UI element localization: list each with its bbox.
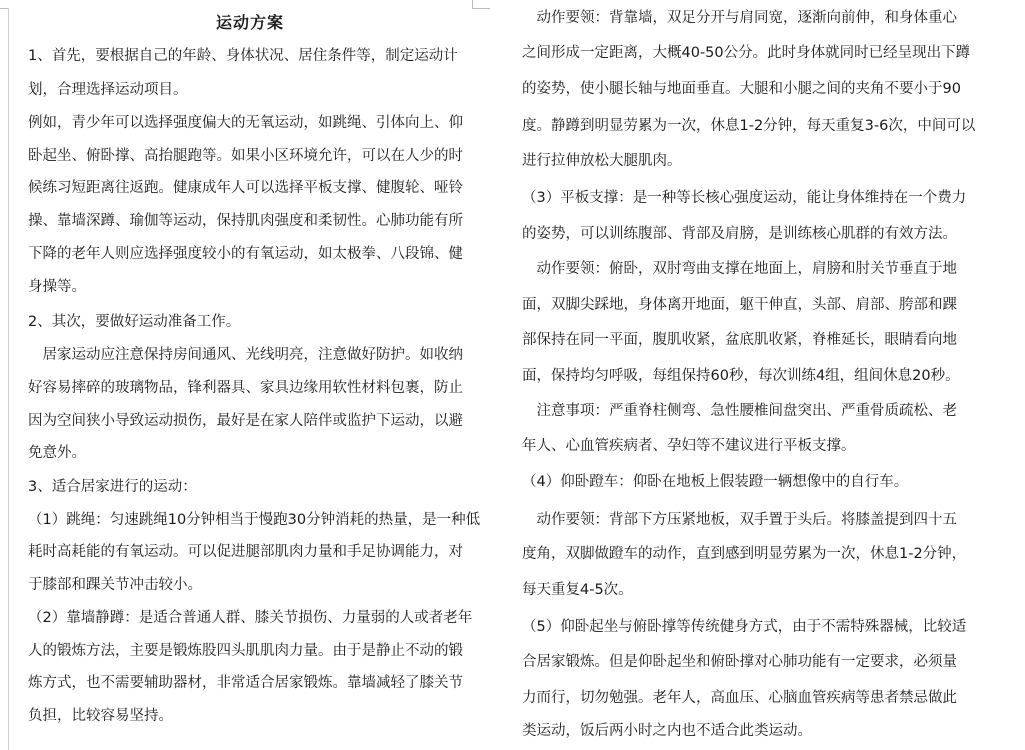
paragraph-line: 度。静蹲到明显劳累为一次，休息1-2分钟，每天重复3-6次，中间可以	[522, 118, 976, 134]
paragraph-line: 的姿势，可以训练腹部、背部及肩膀，是训练核心肌群的有效方法。	[522, 226, 957, 242]
paragraph-line: 卧起坐、俯卧撑、高抬腿跑等。如果小区环境允许，可以在人少的时	[28, 148, 463, 164]
paragraph-line: 候练习短距离往返跑。健康成年人可以选择平板支撑、健腹轮、哑铃	[28, 180, 463, 196]
paragraph-line: 免意外。	[28, 445, 86, 461]
left-page-top-right-corner-mark-h	[472, 8, 490, 9]
paragraph-line: 进行拉伸放松大腿肌肉。	[522, 153, 682, 169]
left-page-margin-line	[8, 8, 9, 750]
section-heading: 2、其次，要做好运动准备工作。	[28, 314, 241, 330]
paragraph-line: 面，保持均匀呼吸，每组保持60秒，每次训练4组，组间休息20秒。	[522, 368, 960, 384]
paragraph-line: 负担，比较容易坚持。	[28, 708, 173, 724]
paragraph-line: （3）平板支撑：是一种等长核心强度运动，能让身体维持在一个费力	[522, 190, 967, 206]
paragraph-line: 部保持在同一平面，腹肌收紧，盆底肌收紧，脊椎延长，眼睛看向地	[522, 332, 957, 348]
paragraph-line: 之间形成一定距离，大概40-50公分。此时身体就同时已经呈现出下蹲	[522, 45, 971, 61]
paragraph-line: （4）仰卧蹬车：仰卧在地板上假装蹬一辆想像中的自行车。	[522, 474, 909, 490]
paragraph-line: 注意事项：严重脊柱侧弯、急性腰椎间盘突出、严重骨质疏松、老	[536, 403, 957, 419]
left-page-corner-mark	[0, 8, 8, 9]
paragraph-line: （1）跳绳：匀速跳绳10分钟相当于慢跑30分钟消耗的热量，是一种低	[28, 512, 481, 528]
document-title: 运动方案	[215, 13, 284, 32]
left-page-top-right-corner-mark	[472, 0, 473, 8]
paragraph-line: 好容易摔碎的玻璃物品，锋利器具、家具边缘用软性材料包裹，防止	[28, 380, 463, 396]
paragraph-line: 每天重复4-5次。	[522, 582, 633, 598]
paragraph-line: 人的锻炼方法，主要是锻炼股四头肌肌肉力量。由于是静止不动的锻	[28, 643, 463, 659]
paragraph-line: 于膝部和踝关节冲击较小。	[28, 577, 202, 593]
paragraph-line: 下降的老年人则应选择强度较小的有氧运动，如太极拳、八段锦、健	[28, 246, 463, 262]
paragraph-line: 划，合理选择运动项目。	[28, 82, 188, 98]
paragraph-line: 动作要领：背靠墙，双足分开与肩同宽，逐渐向前伸，和身体重心	[536, 10, 957, 26]
paragraph-line: 耗时高耗能的有氧运动。可以促进腿部肌肉力量和手足协调能力，对	[28, 544, 463, 560]
paragraph-line: 身操等。	[28, 279, 86, 295]
paragraph-line: 度角，双脚做蹬车的动作，直到感到明显劳累为一次，休息1-2分钟，	[522, 546, 967, 562]
paragraph-line: 的姿势，使小腿长轴与地面垂直。大腿和小腿之间的夹角不要小于90	[522, 81, 961, 97]
paragraph-line: 动作要领：背部下方压紧地板，双手置于头后。将膝盖提到四十五	[536, 512, 957, 528]
section-heading: 3、适合居家进行的运动：	[28, 479, 197, 495]
paragraph-line: （5）仰卧起坐与俯卧撑等传统健身方式，由于不需特殊器械，比较适	[522, 619, 967, 635]
paragraph-line: 操、靠墙深蹲、瑜伽等运动，保持肌肉强度和柔韧性。心肺功能有所	[28, 213, 463, 229]
paragraph-line: 例如，青少年可以选择强度偏大的无氧运动，如跳绳、引体向上、仰	[28, 115, 463, 131]
paragraph-line: 因为空间狭小导致运动损伤，最好是在家人陪伴或监护下运动，以避	[28, 413, 463, 429]
paragraph-line: 动作要领：俯卧，双肘弯曲支撑在地面上，肩膀和肘关节垂直于地	[536, 261, 957, 277]
paragraph-line: 类运动，饭后两小时之内也不适合此类运动。	[522, 723, 812, 739]
paragraph-line: 炼方式，也不需要辅助器材，非常适合居家锻炼。靠墙减轻了膝关节	[28, 675, 463, 691]
paragraph-line: 居家运动应注意保持房间通风、光线明亮，注意做好防护。如收纳	[42, 347, 463, 363]
paragraph-line: （2）靠墙静蹲：是适合普通人群、膝关节损伤、力量弱的人或者老年	[28, 610, 473, 626]
paragraph-line: 年人、心血管疾病者、孕妇等不建议进行平板支撑。	[522, 438, 856, 454]
paragraph-line: 面，双脚尖踩地，身体离开地面，躯干伸直，头部、肩部、胯部和踝	[522, 297, 957, 313]
paragraph-line: 1、首先，要根据自己的年龄、身体状况、居住条件等，制定运动计	[28, 48, 458, 64]
paragraph-line: 合居家锻炼。但是仰卧起坐和俯卧撑对心肺功能有一定要求，必须量	[522, 654, 957, 670]
paragraph-line: 力而行，切勿勉强。老年人，高血压、心脑血管疾病等患者禁忌做此	[522, 690, 957, 706]
